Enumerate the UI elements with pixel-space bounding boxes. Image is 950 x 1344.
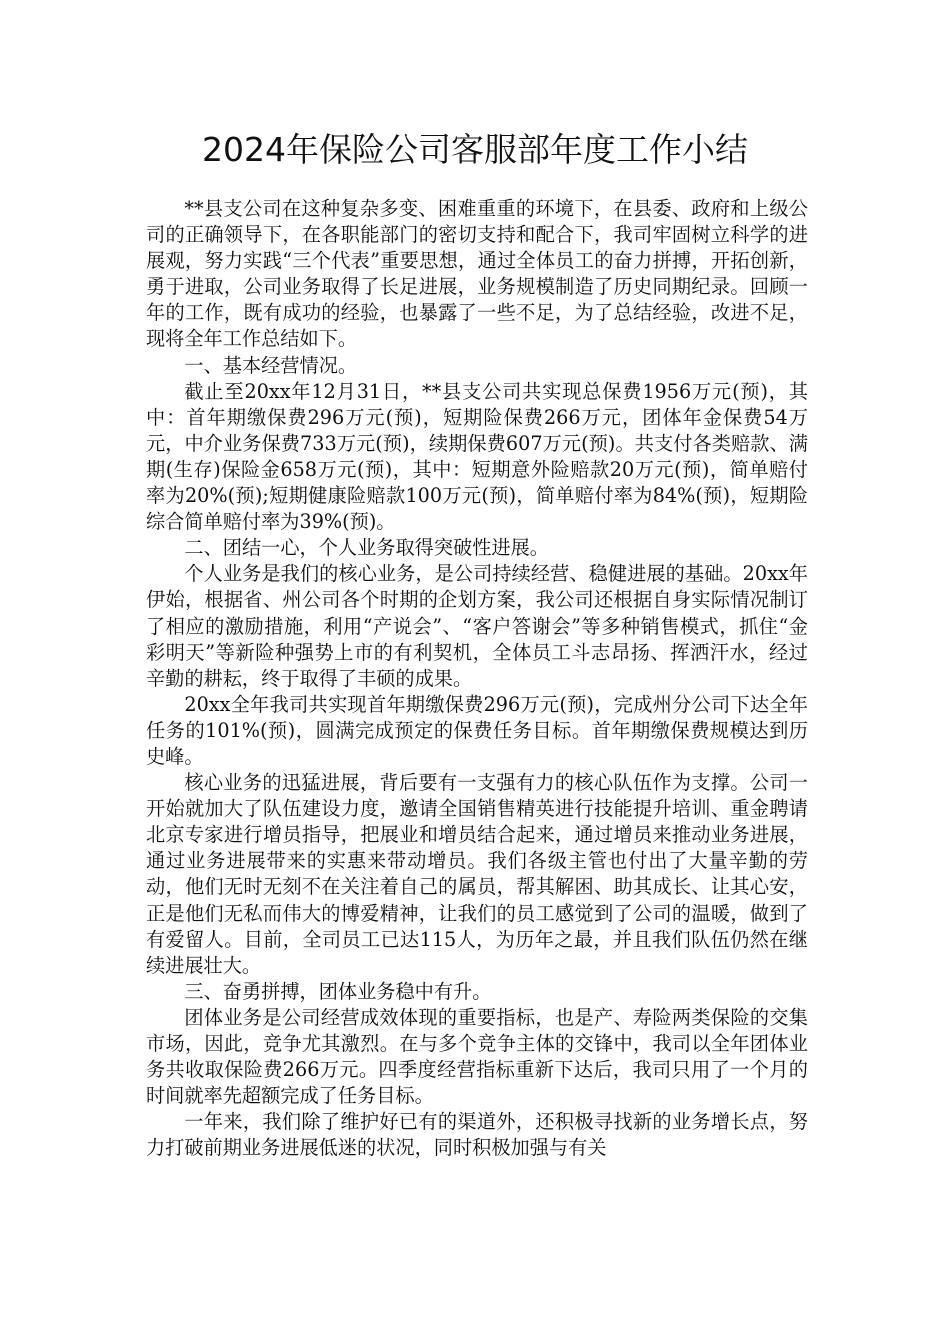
section-heading-3: 三、奋勇拼搏，团体业务稳中有升。	[184, 979, 492, 1003]
document-title: 2024年保险公司客服部年度工作小结	[202, 130, 748, 169]
section-heading-1: 一、基本经营情况。	[184, 353, 358, 377]
paragraph-premium-stats: 截止至20xx年12月31日，**县支公司共实现总保费1956万元(预)，其中：首年期缴保费296万元(预)，短期险保费266万元，团体年金保费54万元，中介业务保费733万元(预)，续期保费607万元(预)。共支付各类赔款、满期(生存)保险金658万元(预)，其中：短期意外险赔款20万元(预)，简单赔付率为20%(预);短期健康险赔款100万元(预)，简单赔付率为84%(预)，短期险综合简单赔付率为39%(预)。	[146, 379, 808, 534]
paragraph-group-business: 团体业务是公司经营成效体现的重要指标，也是产、寿险两类保险的交集市场，因此，竞争尤其激烈。在与多个竞争主体的交锋中，我司以全年团体业务共收取保险费266万元。四季度经营指标重新下达后，我司只用了一个月的时间就率先超额完成了任务目标。	[146, 1005, 808, 1108]
paragraph-annual-result: 20xx全年我司共实现首年期缴保费296万元(预)，完成州分公司下达全年任务的101%(预)，圆满完成预定的保费任务目标。首年期缴保费规模达到历史峰。	[146, 692, 808, 768]
paragraph-intro: **县支公司在这种复杂多变、困难重重的环境下，在县委、政府和上级公司的正确领导下，在各职能部门的密切支持和配合下，我司牢固树立科学的进展观，努力实践“三个代表”重要思想，通过全体员工的奋力拼搏，开拓创新，勇于进取，公司业务取得了长足进展，业务规模制造了历史同期纪录。回顾一年的工作，既有成功的经验，也暴露了一些不足，为了总结经验，改进不足，现将全年工作总结如下。	[146, 197, 808, 351]
document-body	[146, 196, 808, 1161]
paragraph-team-building: 核心业务的迅猛进展，背后要有一支强有力的核心队伍作为支撑。公司一开始就加大了队伍建设力度，邀请全国销售精英进行技能提升培训、重金聘请北京专家进行增员指导，把展业和增员结合起来，通过增员来推动业务进展，通过业务进展带来的实惠来带动增员。我们各级主管也付出了大量辛勤的劳动，他们无时无刻不在关注着自己的属员，帮其解困、助其成长、让其心安，正是他们无私而伟大的博爱精神，让我们的员工感觉到了公司的温暖，做到了有爱留人。目前，全司员工已达115人，为历年之最，并且我们队伍仍然在继续进展壮大。	[146, 771, 808, 977]
paragraph-individual-business: 个人业务是我们的核心业务，是公司持续经营、稳健进展的基础。20xx年伊始，根据省、州公司各个时期的企划方案，我公司还根据自身实际情况制订了相应的激励措施，利用“产说会”、“客户答谢会”等多种销售模式，抓住“金彩明天”等新险种强势上市的有利契机，全体员工斗志昂扬、挥洒汗水，经过辛勤的耕耘，终于取得了丰硕的成果。	[146, 562, 808, 690]
section-heading-2: 二、团结一心，个人业务取得突破性进展。	[184, 536, 549, 560]
paragraph-channels: 一年来，我们除了维护好已有的渠道外，还积极寻找新的业务增长点，努力打破前期业务进展低迷的状况，同时积极加强与有关	[146, 1110, 808, 1160]
